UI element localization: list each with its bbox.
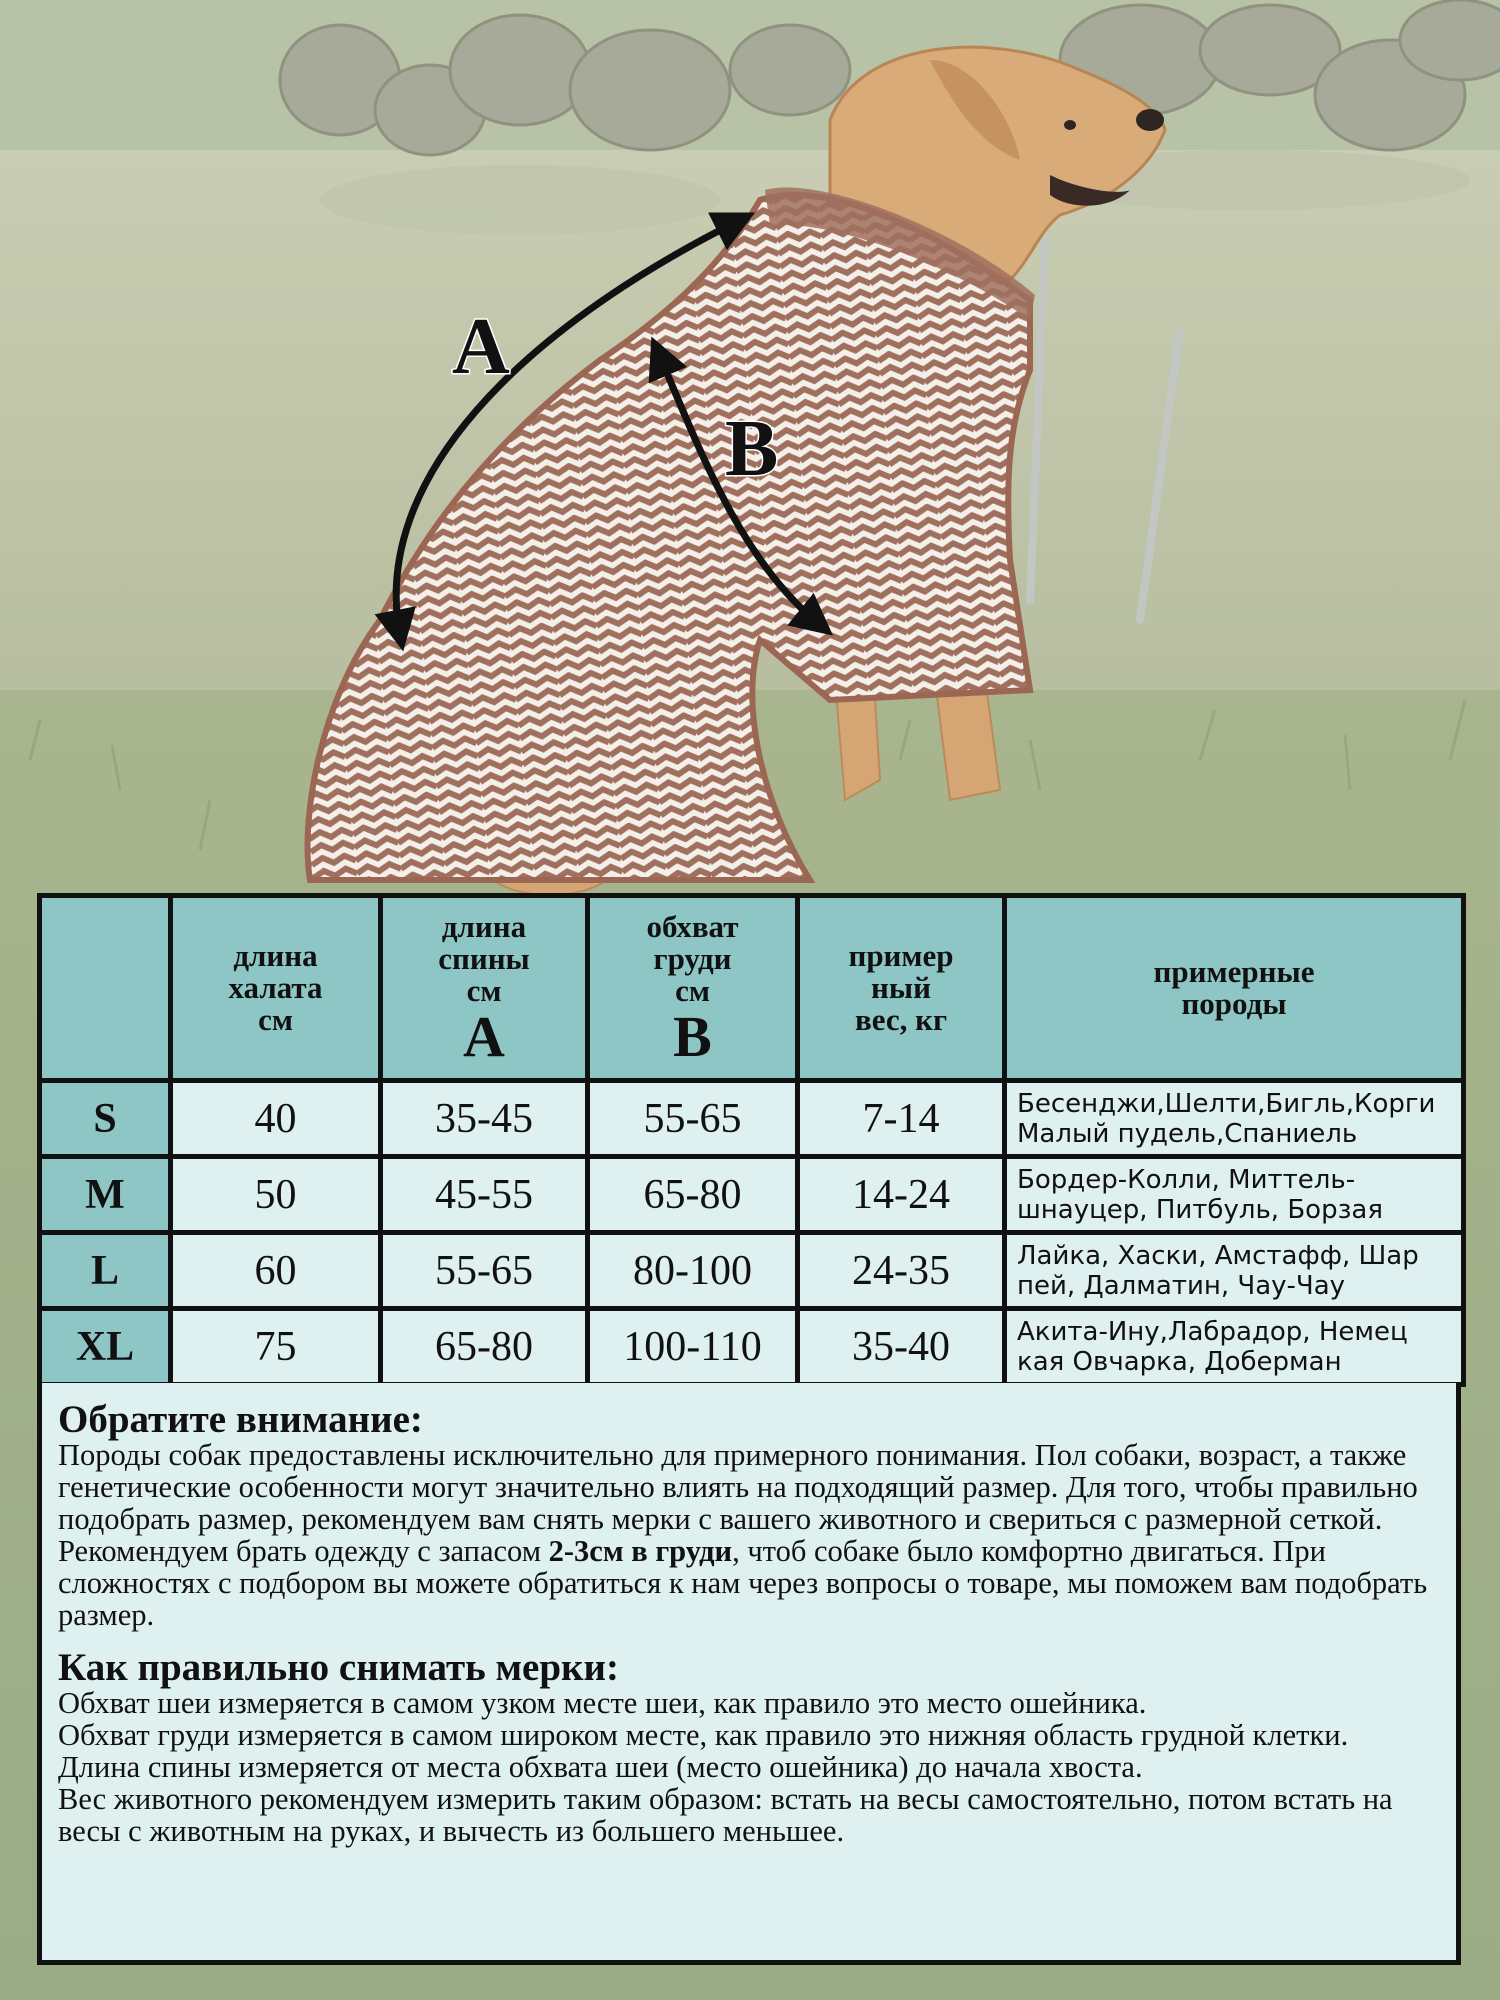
header-back-length: длина спины см A [381, 896, 588, 1081]
label-b: B [725, 405, 779, 493]
measure-line: Обхват шеи измеряется в самом узком месте шеи, как правило это место ошейника. [58, 1686, 1147, 1720]
back-length-value: 35-45 [381, 1081, 588, 1157]
breeds-value: Бесенджи,Шелти,Бигль,Корги Малый пудель,Спаниель [1005, 1081, 1464, 1157]
header-corner [40, 896, 171, 1081]
size-label: XL [40, 1309, 171, 1385]
robe-length-value: 75 [171, 1309, 381, 1385]
header-breeds: примерные породы [1005, 896, 1464, 1081]
notice-bold: 2-3см в груди [548, 1534, 733, 1568]
measure-line: Вес животного рекомендуем измерить таким образом: встать на весы самостоятельно, потом встать на весы с животным на руках, и вычесть из большего меньшее. [58, 1782, 1393, 1848]
breeds-value: Акита-Ину,Лабрадор, Немец кая Овчарка, Доберман [1005, 1309, 1464, 1385]
notice-text: Породы собак предоставлены исключительно для примерного понимания. Пол собаки, возраст, а также генетические особенности могут значительно влиять на подходящий размер. Для того, чтобы правильно подобрать размер, рекомендуем вам снять мерки с вашего животного и свериться с размерной сеткой. Рекомендуем брать одежду с запасом 2-3см в груди, чтоб собаке было комфортно двигаться. При сложностях с подбором вы можете обратиться к нам через вопросы о товаре, мы поможем вам подобрать размер. [58, 1438, 1428, 1632]
breeds-value: Лайка, Хаски, Амстафф, Шар пей, Далматин, Чау-Чау [1005, 1233, 1464, 1309]
table-header-row [40, 896, 1464, 1081]
table-row [40, 1233, 1464, 1309]
size-label: S [40, 1081, 171, 1157]
header-weight: пример ный вес, кг [798, 896, 1005, 1081]
weight-value: 14-24 [798, 1157, 1005, 1233]
label-a: A [452, 303, 510, 391]
measure-title: Как правильно снимать мерки: [58, 1646, 619, 1689]
weight-value: 35-40 [798, 1309, 1005, 1385]
measure-line: Длина спины измеряется от места обхвата шеи (место ошейника) до начала хвоста. [58, 1750, 1143, 1784]
back-length-value: 45-55 [381, 1157, 588, 1233]
table-row [40, 1309, 1464, 1385]
header-robe-length: длина халата см [171, 896, 381, 1081]
chest-value: 100-110 [588, 1309, 798, 1385]
header-chest: обхват груди см B [588, 896, 798, 1081]
size-label: M [40, 1157, 171, 1233]
back-length-value: 55-65 [381, 1233, 588, 1309]
back-length-value: 65-80 [381, 1309, 588, 1385]
chest-value: 65-80 [588, 1157, 798, 1233]
notice-title: Обратите внимание: [58, 1398, 423, 1441]
measure-line: Обхват груди измеряется в самом широком месте, как правило это нижняя область грудной клетки. [58, 1718, 1349, 1752]
table-row [40, 1081, 1464, 1157]
notes-panel [37, 1383, 1461, 1965]
size-label: L [40, 1233, 171, 1309]
weight-value: 24-35 [798, 1233, 1005, 1309]
chest-value: 80-100 [588, 1233, 798, 1309]
robe-length-value: 40 [171, 1081, 381, 1157]
chest-value: 55-65 [588, 1081, 798, 1157]
robe-length-value: 60 [171, 1233, 381, 1309]
weight-value: 7-14 [798, 1081, 1005, 1157]
table-row [40, 1157, 1464, 1233]
size-table [37, 893, 1466, 1387]
robe-length-value: 50 [171, 1157, 381, 1233]
breeds-value: Бордер-Колли, Миттель- шнауцер, Питбуль, Борзая [1005, 1157, 1464, 1233]
